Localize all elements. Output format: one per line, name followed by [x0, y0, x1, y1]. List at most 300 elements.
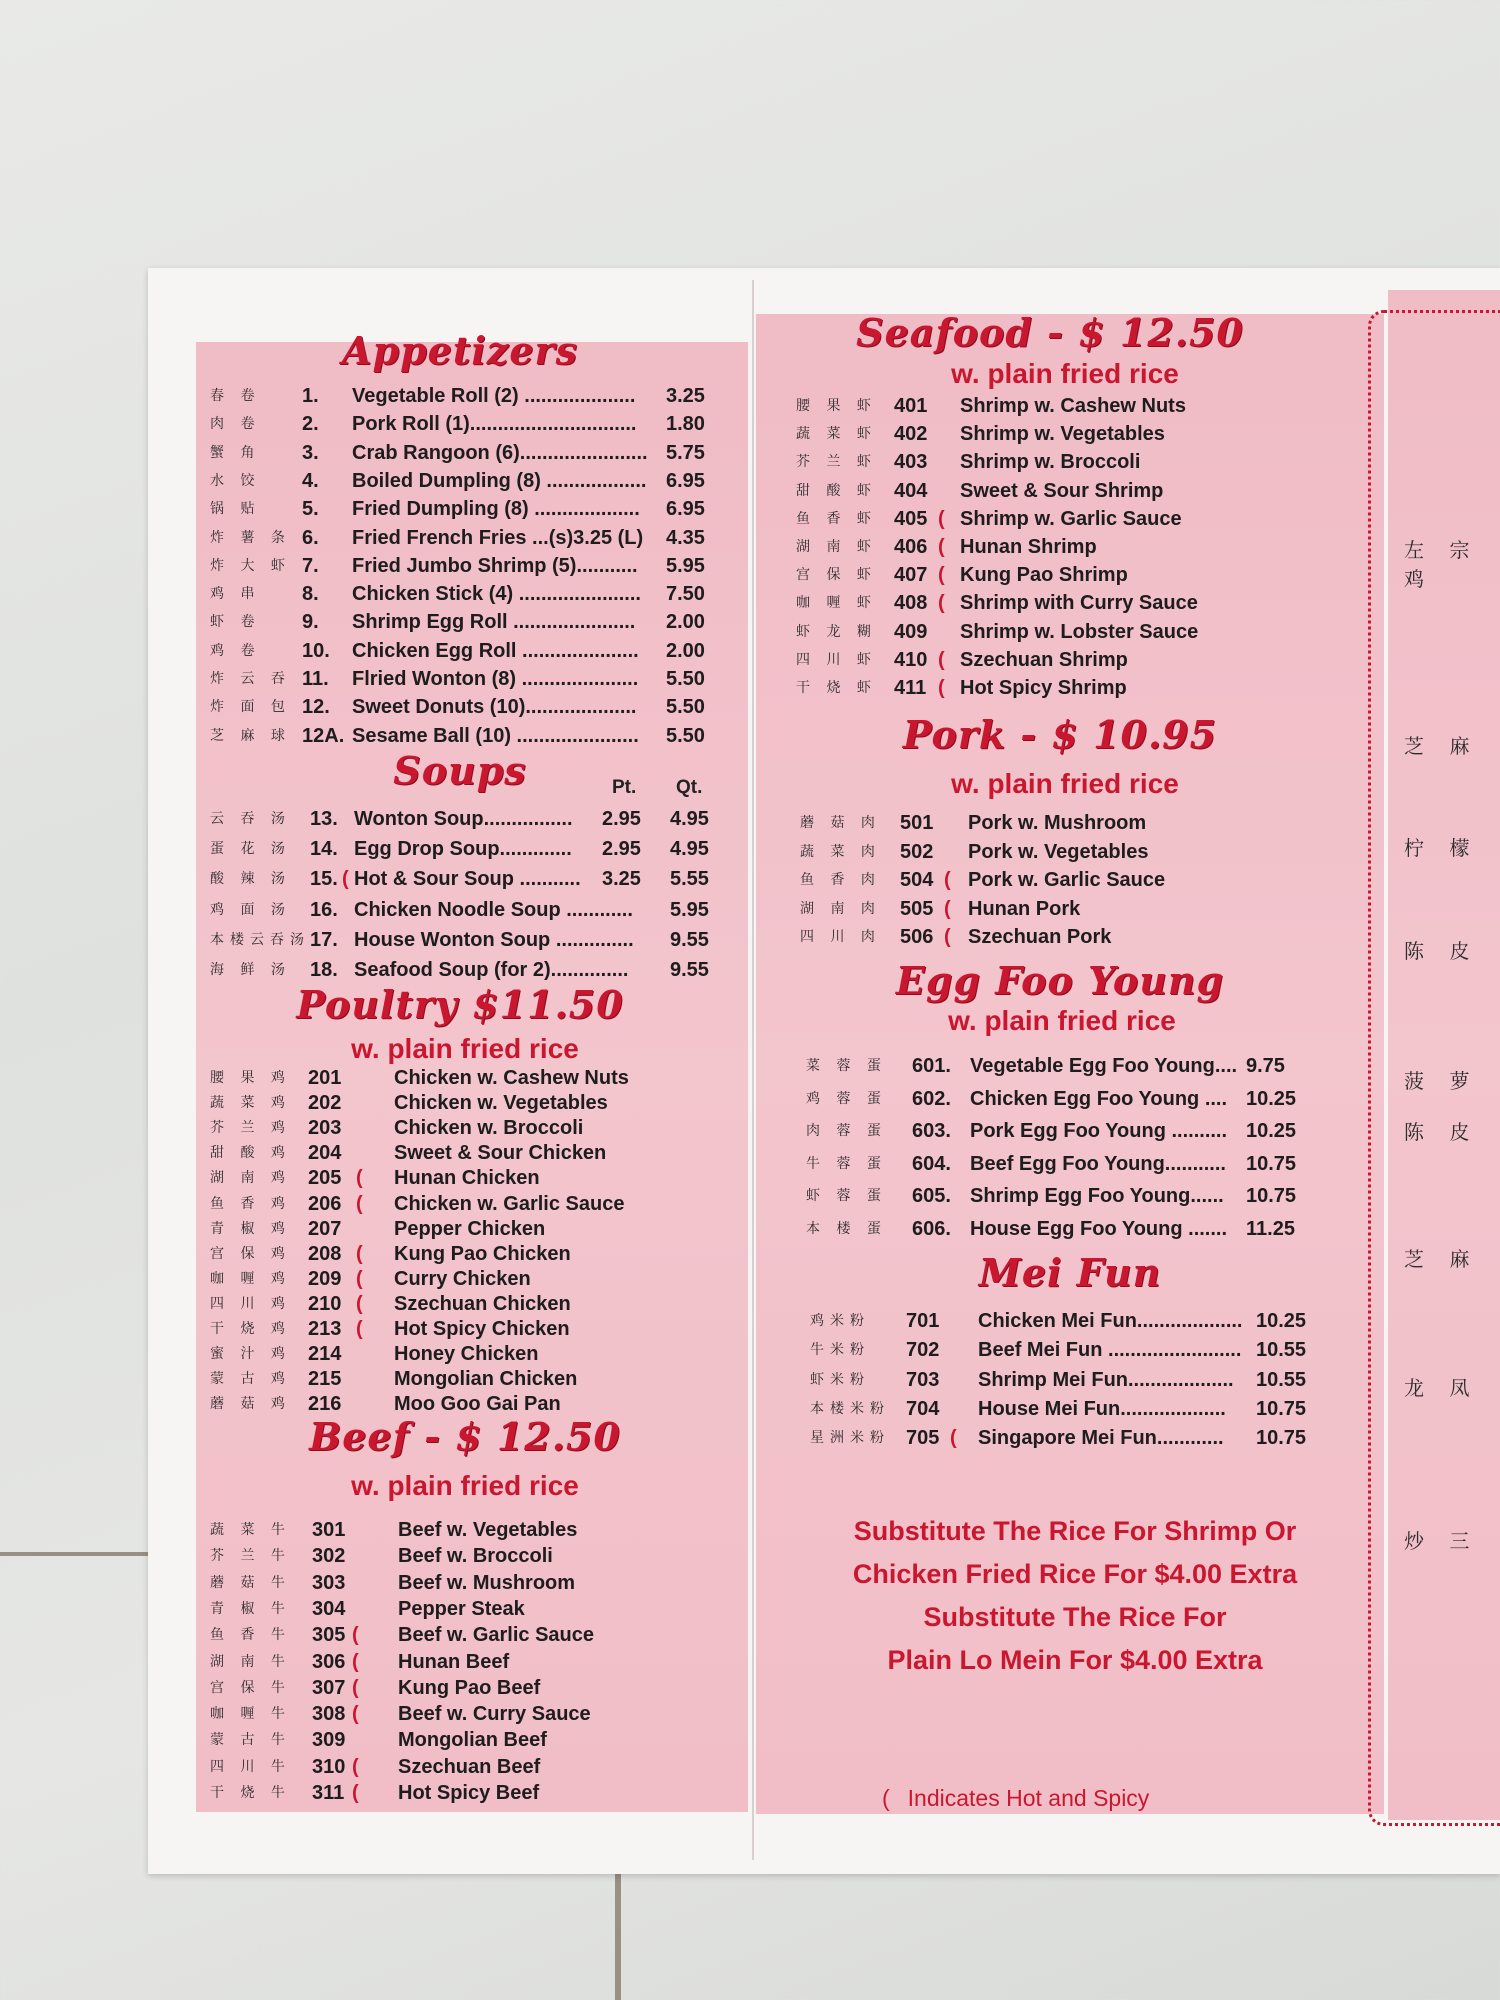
item-name: Sweet Donuts (10).................... — [352, 696, 637, 719]
item-name: Chicken w. Vegetables — [394, 1092, 608, 1115]
item-name: Crab Rangoon (6)....................... — [352, 441, 648, 464]
item-price: 6.95 — [666, 498, 705, 521]
substitution-note — [790, 1510, 1360, 1682]
quart-price: 9.55 — [670, 959, 709, 981]
pint-price: 2.95 — [602, 808, 641, 830]
item-number: 410 — [894, 648, 928, 671]
item-name: Shrimp Mei Fun................... — [978, 1368, 1234, 1391]
item-name: Beef w. Garlic Sauce — [398, 1624, 595, 1647]
beef-item — [210, 1596, 730, 1622]
chinese-name: 鱼 香 鸡 — [210, 1195, 291, 1212]
item-name: Shrimp Egg Foo Young...... — [970, 1185, 1224, 1208]
item-number: 704 — [906, 1397, 940, 1420]
poultry-item — [210, 1090, 730, 1116]
mei-fun-item — [810, 1337, 1370, 1363]
item-name: Pork Roll (1).............................. — [352, 413, 637, 436]
item-number: 506 — [900, 926, 934, 949]
legend-text: Indicates Hot and Spicy — [907, 1785, 1150, 1811]
item-number: 406 — [894, 536, 928, 558]
chinese-name: 四 川 牛 — [210, 1758, 291, 1775]
item-name: Kung Pao Beef — [398, 1676, 541, 1699]
item-price: 10.55 — [1256, 1368, 1307, 1391]
item-number: 12A. — [302, 724, 345, 747]
panel3-label: 龙 凤 — [1404, 1378, 1480, 1400]
seafood-item — [796, 449, 1356, 475]
chili-icon: ( — [944, 897, 951, 920]
soup-item — [210, 836, 730, 862]
item-name: Pork w. Mushroom — [968, 812, 1147, 834]
chinese-name: 鱼 香 牛 — [210, 1627, 291, 1644]
chinese-name: 青 椒 牛 — [210, 1600, 291, 1617]
poultry-item — [210, 1165, 730, 1191]
quart-price: 5.55 — [670, 868, 709, 891]
item-number: 9. — [302, 611, 319, 634]
item-number: 205 — [308, 1167, 342, 1190]
chili-icon: ( — [938, 564, 945, 587]
item-name: Hot Spicy Chicken — [394, 1318, 570, 1340]
chinese-name: 四 川 虾 — [796, 651, 877, 668]
mei-fun-heading: Mei Fun — [978, 1250, 1162, 1295]
chinese-name: 青 椒 鸡 — [210, 1220, 291, 1237]
appetizer-item — [210, 666, 730, 692]
item-number: 502 — [900, 840, 934, 863]
item-price: 3.25 — [666, 385, 705, 407]
poultry-item — [210, 1115, 730, 1141]
item-number: 401 — [894, 395, 928, 417]
beef-item — [210, 1701, 730, 1727]
item-number: 306 — [312, 1650, 346, 1673]
chinese-name: 宫 保 牛 — [210, 1679, 291, 1696]
seafood-item — [796, 647, 1356, 673]
item-name: Sweet & Sour Chicken — [394, 1142, 607, 1165]
chili-icon: ( — [938, 507, 945, 530]
poultry-item — [210, 1341, 730, 1367]
panel3-label: 芝 麻 — [1404, 1249, 1480, 1271]
chinese-name: 湖 南 虾 — [796, 539, 877, 555]
pork-heading: Pork - $ 10.95 — [902, 712, 1218, 757]
panel3-label: 芝 麻 — [1404, 736, 1480, 758]
chili-icon: ( — [938, 648, 945, 671]
chinese-name: 蘑 菇 牛 — [210, 1574, 291, 1591]
item-number: 203 — [308, 1117, 342, 1140]
chinese-name: 腰 果 虾 — [796, 398, 877, 414]
item-name: Shrimp with Curry Sauce — [960, 592, 1198, 615]
item-number: 3. — [302, 441, 319, 464]
item-number: 202 — [308, 1092, 342, 1115]
item-name: Chicken Egg Foo Young .... — [970, 1087, 1228, 1110]
chinese-name: 蜜 汁 鸡 — [210, 1346, 291, 1363]
poultry-item — [210, 1366, 730, 1392]
beef-item — [210, 1622, 730, 1648]
chili-icon: ( — [938, 536, 945, 558]
item-name: Shrimp w. Garlic Sauce — [960, 507, 1182, 530]
item-price: 5.50 — [666, 724, 705, 747]
item-name: Pork w. Garlic Sauce — [968, 869, 1166, 892]
fold-line — [752, 280, 754, 1860]
quart-price: 4.95 — [670, 838, 709, 861]
item-number: 605. — [912, 1185, 951, 1208]
appetizer-item — [210, 694, 730, 720]
chili-icon: ( — [356, 1318, 363, 1340]
item-number: 303 — [312, 1571, 346, 1594]
seafood-subtitle: w. plain fried rice — [951, 358, 1179, 389]
egg-foo-young-item — [806, 1183, 1366, 1209]
soup-item — [210, 957, 730, 983]
item-name: Szechuan Chicken — [394, 1292, 571, 1315]
chinese-name: 干 烧 牛 — [210, 1785, 291, 1801]
seafood-item — [796, 590, 1356, 616]
seafood-item — [796, 562, 1356, 588]
chinese-name: 锅 贴 — [210, 501, 261, 518]
spicy-legend — [882, 1785, 1149, 1812]
floor-tile-line — [0, 1552, 150, 1556]
item-number: 215 — [308, 1368, 342, 1391]
item-number: 602. — [912, 1087, 951, 1110]
item-name: Beef w. Curry Sauce — [398, 1703, 591, 1726]
poultry-item — [210, 1216, 730, 1242]
item-number: 403 — [894, 451, 928, 474]
pint-price: 2.95 — [602, 838, 641, 861]
item-number: 705 — [906, 1427, 940, 1450]
chili-icon: ( — [356, 1167, 363, 1190]
soup-item — [210, 806, 730, 832]
item-number: 206 — [308, 1192, 342, 1215]
chili-icon: ( — [356, 1192, 363, 1215]
item-name: Pork w. Vegetables — [968, 840, 1149, 863]
item-number: 408 — [894, 592, 928, 615]
soup-item — [210, 927, 730, 953]
mei-fun-item — [810, 1308, 1370, 1334]
chinese-name: 虾 卷 — [210, 614, 261, 631]
item-number: 8. — [302, 583, 319, 606]
item-price: 9.75 — [1246, 1055, 1285, 1077]
item-number: 407 — [894, 564, 928, 587]
item-name: Hunan Chicken — [394, 1167, 540, 1190]
item-name: Szechuan Pork — [968, 926, 1112, 949]
seafood-item — [796, 506, 1356, 532]
egg-foo-young-item — [806, 1086, 1366, 1112]
chinese-name: 春 卷 — [210, 388, 261, 404]
chili-icon: ( — [356, 1242, 363, 1265]
chili-icon: ( — [352, 1624, 359, 1647]
chili-icon: ( — [938, 592, 945, 615]
item-number: 304 — [312, 1597, 346, 1620]
poultry-subtitle: w. plain fried rice — [351, 1033, 579, 1064]
item-name: House Egg Foo Young ....... — [970, 1218, 1228, 1240]
quart-column-header: Qt. — [676, 777, 703, 798]
item-name: Egg Drop Soup............. — [354, 838, 572, 861]
item-number: 411 — [894, 677, 927, 699]
quart-price: 4.95 — [670, 808, 709, 830]
chinese-name: 鸡 蓉 蛋 — [806, 1090, 887, 1107]
item-name: Shrimp Egg Roll ...................... — [352, 611, 636, 634]
egg-foo-young-item — [806, 1216, 1366, 1242]
item-name: Hot Spicy Shrimp — [960, 677, 1127, 699]
quart-price: 5.95 — [670, 898, 709, 921]
item-number: 409 — [894, 620, 928, 643]
chinese-name: 虾 蓉 蛋 — [806, 1188, 887, 1205]
item-name: Pepper Steak — [398, 1597, 525, 1620]
beef-item — [210, 1517, 730, 1543]
item-price: 4.35 — [666, 526, 705, 549]
item-number: 601. — [912, 1055, 951, 1077]
chinese-name: 蒙 古 牛 — [210, 1732, 291, 1749]
chinese-name: 蒙 古 鸡 — [210, 1371, 291, 1388]
pork-item — [800, 810, 1360, 836]
chili-icon: ( — [352, 1782, 359, 1804]
appetizer-item — [210, 723, 730, 749]
egg-foo-young-subtitle: w. plain fried rice — [948, 1005, 1176, 1036]
poultry-item — [210, 1266, 730, 1292]
item-name: Chicken w. Garlic Sauce — [394, 1192, 625, 1215]
item-name: Chicken Stick (4) ...................... — [352, 583, 641, 606]
chinese-name: 海 鲜 汤 — [210, 962, 291, 978]
item-number: 17. — [310, 928, 338, 951]
appetizer-item — [210, 581, 730, 607]
appetizer-item — [210, 411, 730, 437]
item-number: 6. — [302, 526, 319, 549]
panel3-label: 炒 三 — [1404, 1531, 1480, 1553]
beef-item — [210, 1780, 730, 1806]
item-number: 307 — [312, 1676, 346, 1699]
chinese-name: 咖 喱 虾 — [796, 595, 877, 612]
chinese-name: 酸 辣 汤 — [210, 871, 291, 888]
item-name: Shrimp w. Cashew Nuts — [960, 395, 1186, 417]
item-number: 14. — [310, 838, 338, 861]
mei-fun-item — [810, 1425, 1370, 1451]
item-name: Beef w. Vegetables — [398, 1519, 578, 1541]
item-number: 208 — [308, 1242, 342, 1265]
item-name: Shrimp w. Broccoli — [960, 451, 1141, 474]
item-name: Sesame Ball (10) ...................... — [352, 724, 639, 747]
appetizer-item — [210, 468, 730, 494]
item-number: 12. — [302, 696, 330, 719]
chinese-name: 菜 蓉 蛋 — [806, 1058, 887, 1074]
item-number: 11. — [302, 668, 329, 690]
appetizer-item — [210, 496, 730, 522]
chinese-name: 宫 保 虾 — [796, 567, 877, 584]
chili-icon: ( — [352, 1650, 359, 1673]
beef-item — [210, 1543, 730, 1569]
item-name: Singapore Mei Fun............ — [978, 1427, 1224, 1450]
item-number: 702 — [906, 1339, 940, 1362]
item-name: Chicken Noodle Soup ............ — [354, 898, 633, 921]
item-name: Hunan Pork — [968, 897, 1081, 920]
item-name: Kung Pao Shrimp — [960, 564, 1128, 587]
seafood-heading: Seafood - $ 12.50 — [856, 310, 1244, 355]
item-name: Chicken w. Cashew Nuts — [394, 1067, 629, 1089]
chinese-name: 本 楼 蛋 — [806, 1221, 887, 1237]
item-number: 5. — [302, 498, 319, 521]
item-name: Curry Chicken — [394, 1267, 531, 1290]
chili-icon: ( — [352, 1755, 359, 1778]
chinese-name: 蔬 菜 鸡 — [210, 1095, 291, 1112]
chinese-name: 四 川 鸡 — [210, 1295, 291, 1312]
beef-item — [210, 1675, 730, 1701]
item-name: Hunan Beef — [398, 1650, 510, 1673]
chinese-name: 肉 蓉 蛋 — [806, 1123, 887, 1140]
chili-icon: ( — [882, 1785, 890, 1811]
chinese-name: 肉 卷 — [210, 416, 261, 433]
item-name: Vegetable Roll (2) .................... — [352, 385, 636, 407]
chinese-name: 云 吞 汤 — [210, 811, 291, 827]
appetizer-item — [210, 609, 730, 635]
item-number: 213 — [308, 1318, 342, 1340]
item-number: 504 — [900, 869, 934, 892]
item-price: 6.95 — [666, 469, 705, 492]
item-number: 603. — [912, 1120, 951, 1143]
item-price: 5.95 — [666, 554, 705, 577]
chinese-name: 牛米粉 — [810, 1342, 870, 1359]
chinese-name: 四 川 肉 — [800, 929, 881, 946]
chinese-name: 鱼 香 虾 — [796, 510, 877, 527]
item-name: Seafood Soup (for 2).............. — [354, 959, 629, 981]
item-name: Shrimp w. Lobster Sauce — [960, 620, 1199, 643]
seafood-item — [796, 534, 1356, 560]
chinese-name: 鸡 卷 — [210, 642, 261, 659]
item-name: Vegetable Egg Foo Young.... — [970, 1055, 1238, 1077]
chili-icon: ( — [342, 868, 349, 891]
chinese-name: 咖 喱 牛 — [210, 1706, 291, 1723]
item-number: 2. — [302, 413, 319, 436]
mei-fun-item — [810, 1367, 1370, 1393]
item-number: 207 — [308, 1217, 342, 1240]
item-number: 15. — [310, 868, 338, 891]
item-number: 204 — [308, 1142, 342, 1165]
item-name: Beef w. Broccoli — [398, 1545, 553, 1568]
item-name: House Mei Fun................... — [978, 1397, 1226, 1420]
item-price: 10.25 — [1246, 1087, 1297, 1110]
chinese-name: 星洲米粉 — [810, 1430, 890, 1447]
item-number: 701 — [906, 1310, 940, 1332]
item-number: 308 — [312, 1703, 346, 1726]
chinese-name: 甜 酸 鸡 — [210, 1145, 291, 1162]
chinese-name: 蟹 角 — [210, 444, 261, 461]
soup-item — [210, 866, 730, 892]
chili-icon: ( — [352, 1676, 359, 1699]
item-name: Fried French Fries ...(s)3.25 (L) — [352, 526, 644, 549]
chinese-name: 水 饺 — [210, 472, 261, 489]
chinese-name: 蛋 花 汤 — [210, 841, 291, 858]
note-line: Substitute The Rice For — [923, 1602, 1227, 1632]
chinese-name: 干 烧 虾 — [796, 680, 877, 696]
chinese-name: 湖 南 肉 — [800, 900, 881, 917]
item-name: Chicken Egg Roll ..................... — [352, 639, 639, 662]
chinese-name: 炸 面 包 — [210, 699, 291, 716]
item-number: 311 — [312, 1782, 345, 1804]
panel3-label: 左 宗 鸡 — [1404, 540, 1480, 591]
chinese-name: 蔬 菜 肉 — [800, 843, 881, 860]
item-name: Kung Pao Chicken — [394, 1242, 571, 1265]
chinese-name: 鱼 香 肉 — [800, 872, 881, 889]
chinese-name: 蔬 菜 牛 — [210, 1522, 291, 1538]
chinese-name: 牛 蓉 蛋 — [806, 1155, 887, 1172]
egg-foo-young-heading: Egg Foo Young — [895, 958, 1225, 1003]
item-number: 703 — [906, 1368, 940, 1391]
seafood-item — [796, 478, 1356, 504]
item-name: Hot Spicy Beef — [398, 1782, 540, 1804]
chinese-name: 虾 龙 糊 — [796, 623, 877, 640]
quart-price: 9.55 — [670, 928, 709, 951]
beef-item — [210, 1570, 730, 1596]
item-price: 7.50 — [666, 583, 705, 606]
item-number: 214 — [308, 1343, 342, 1366]
item-number: 310 — [312, 1755, 346, 1778]
item-price: 10.75 — [1246, 1185, 1297, 1208]
chili-icon: ( — [944, 926, 951, 949]
item-number: 606. — [912, 1218, 951, 1240]
pork-item — [800, 867, 1360, 893]
item-name: Szechuan Beef — [398, 1755, 541, 1778]
item-name: Mongolian Chicken — [394, 1368, 578, 1391]
item-number: 13. — [310, 808, 338, 830]
appetizer-item — [210, 383, 730, 409]
item-number: 604. — [912, 1152, 951, 1175]
panel3-label: 柠 檬 — [1404, 838, 1480, 860]
appetizer-item — [210, 525, 730, 551]
egg-foo-young-item — [806, 1151, 1366, 1177]
chili-icon: ( — [356, 1292, 363, 1315]
item-name: Beef Mei Fun ........................ — [978, 1339, 1242, 1362]
item-name: Moo Goo Gai Pan — [394, 1393, 561, 1416]
panel3-label: 菠 萝 — [1404, 1071, 1480, 1093]
floor-tile-line — [615, 1870, 621, 2000]
beef-item — [210, 1649, 730, 1675]
soups-heading: Soups — [393, 748, 527, 793]
item-number: 16. — [310, 898, 338, 921]
item-name: Szechuan Shrimp — [960, 648, 1128, 671]
item-name: House Wonton Soup .............. — [354, 928, 634, 951]
item-name: Fried Dumpling (8) ................... — [352, 498, 640, 521]
pork-item — [800, 896, 1360, 922]
item-number: 209 — [308, 1267, 342, 1290]
chinese-name: 芝 麻 球 — [210, 727, 291, 744]
appetizer-item — [210, 553, 730, 579]
note-line: Substitute The Rice For Shrimp Or — [853, 1516, 1297, 1546]
chinese-name: 芥 兰 鸡 — [210, 1120, 291, 1137]
item-price: 5.75 — [666, 441, 705, 464]
chinese-name: 虾米粉 — [810, 1371, 870, 1388]
item-name: Pork Egg Foo Young .......... — [970, 1120, 1228, 1143]
item-price: 10.75 — [1256, 1427, 1307, 1450]
chinese-name: 蘑 菇 肉 — [800, 815, 881, 831]
item-number: 505 — [900, 897, 934, 920]
item-price: 10.55 — [1256, 1339, 1307, 1362]
chinese-name: 鸡 面 汤 — [210, 901, 291, 918]
note-line: Plain Lo Mein For $4.00 Extra — [887, 1645, 1263, 1675]
poultry-item — [210, 1065, 730, 1091]
item-number: 1. — [302, 385, 319, 407]
seafood-item — [796, 675, 1356, 701]
item-name: Pepper Chicken — [394, 1217, 546, 1240]
seafood-item — [796, 393, 1356, 419]
appetizer-item — [210, 638, 730, 664]
seafood-item — [796, 421, 1356, 447]
poultry-item — [210, 1291, 730, 1317]
note-line: Chicken Fried Rice For $4.00 Extra — [852, 1559, 1298, 1589]
chinese-name: 鸡米粉 — [810, 1313, 870, 1329]
item-name: Hot & Sour Soup ........... — [354, 868, 581, 891]
chinese-name: 宫 保 鸡 — [210, 1245, 291, 1262]
item-number: 18. — [310, 959, 338, 981]
item-price: 10.75 — [1246, 1152, 1297, 1175]
chinese-name: 蘑 菇 鸡 — [210, 1396, 291, 1413]
poultry-item — [210, 1316, 730, 1342]
item-price: 2.00 — [666, 611, 705, 634]
chili-icon: ( — [950, 1427, 957, 1450]
pork-item — [800, 839, 1360, 865]
pork-subtitle: w. plain fried rice — [951, 768, 1179, 799]
